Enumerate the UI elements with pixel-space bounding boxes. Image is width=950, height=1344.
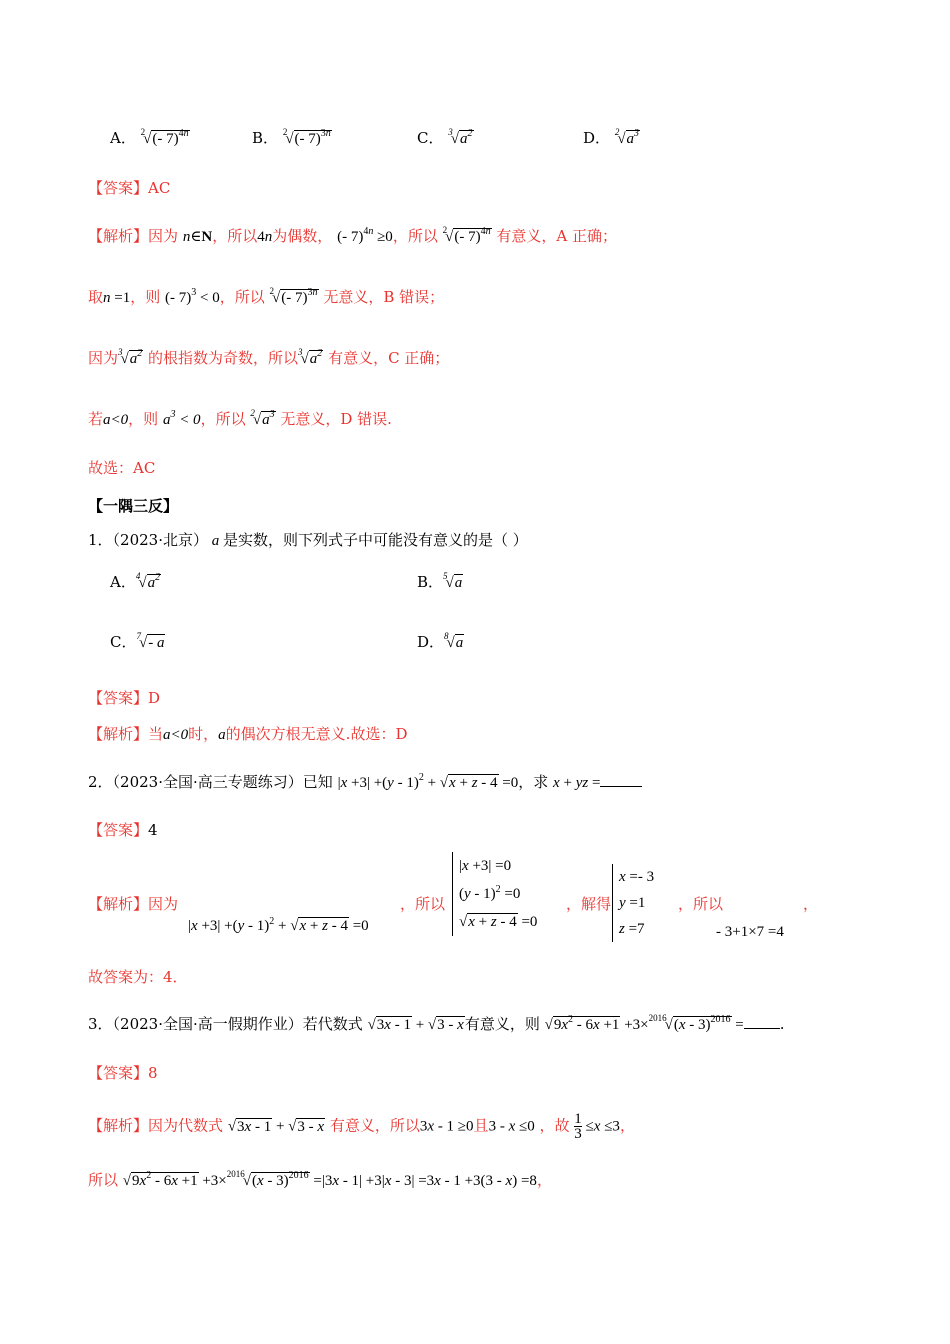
option-c: C． $^3√a^2$ — [417, 127, 473, 147]
q2-given-eq: |x +3| +(y - 1)$^2$ + √x + z - 4 =0 — [188, 916, 369, 934]
option-label: B． — [252, 129, 279, 147]
analysis-line-3: 因为$^3√a^2$ 的根指数为奇数，所以$^3√a^2$ 有意义，C 正确； — [88, 347, 450, 367]
analysis-line-4: 若a<0，则 $a^3 < 0$，所以 $^2√a^3$ 无意义，D 错误. — [88, 408, 392, 428]
option-label: D． — [583, 129, 611, 147]
q2-so: ，所以 — [400, 895, 446, 913]
q2-so2: ，所以 — [678, 895, 724, 913]
analysis-line-2: 取n =1，则 (- 7)$^3$ < 0，所以 $^2$√(- 7)$^{3n}$ 无意义，B 错误； — [88, 286, 445, 306]
question-2: 2．（2023·全国·高三专题练习）已知 |x +3| +(y - 1)$^2$ + √x + z - 4 =0，求 x + yz = — [88, 772, 642, 793]
question-3: 3．（2023·全国·高一假期作业）若代数式 √3x - 1 + √3 - x有意义，则 $√9x^2 - 6x +1 +3\times^{2016}√(x - 3)^{2016}$ = . — [88, 1013, 785, 1033]
q2-solve: ，解得 — [566, 895, 612, 913]
q2-answer: 【答案】4 — [88, 821, 158, 839]
option-label: A． — [110, 129, 136, 147]
option-label: C． — [417, 129, 444, 147]
question-1: 1．（2023·北京） a 是实数，则下列式子中可能没有意义的是（ ） — [88, 531, 528, 549]
q2-system-1: |x +3| =0 (y - 1)$^2$ =0 √x + z - 4 =0 — [452, 852, 537, 936]
answer-line: 【答案】AC — [88, 179, 171, 197]
conclusion-line: 故选：AC — [88, 459, 156, 477]
option-a: A． $^2$√(- 7)$^{4n}$ — [110, 127, 189, 147]
q2-comma: ， — [803, 895, 819, 913]
q3-analysis-1: 【解析】因为代数式 √3x - 1 + √3 - x 有意义，所以3x - 1 ≥0且3 - x ≤0 ，故 $\frac{1}{3}$ ≤x ≤3， — [88, 1111, 635, 1142]
option-d: D． $^2√a^3$ — [583, 127, 640, 147]
q2-conclusion: 故答案为：4． — [88, 968, 188, 986]
q2-result: - 3+1×7 =4 — [716, 924, 784, 940]
option-b: B． $^2$√(- 7)$^{3n}$ — [252, 127, 331, 147]
q1-option-c: C．$^7$√- a — [110, 631, 165, 651]
q1-answer: 【答案】D — [88, 689, 161, 707]
q3-analysis-2: 所以 $√9x^2 - 6x +1 +3\times^{2016}√(x - 3)^{2016} =|3x - 1| +3|x - 3| =3x - 1 +3(3 - x) =8$， — [88, 1169, 552, 1189]
q2-system-2: x =- 3 y =1 z =7 — [612, 864, 654, 942]
analysis-line-1: 【解析】因为 n∈N，所以4n为偶数， (- 7)$^{4n}$ ≥0，所以 $^2$√(- 7)$^{4n}$ 有意义，A 正确； — [88, 225, 617, 245]
q1-option-a: A．$^4√a^2$ — [110, 571, 161, 591]
q1-option-b: B．$^5$√a — [417, 571, 463, 591]
q2-analysis-label: 【解析】因为 — [88, 895, 179, 913]
q3-answer: 【答案】8 — [88, 1064, 158, 1082]
q1-option-d: D．$^8$√a — [417, 631, 464, 651]
section-title: 【一隅三反】 — [88, 497, 179, 515]
q1-analysis: 【解析】当a<0时，a的偶次方根无意义.故选：D — [88, 725, 408, 743]
